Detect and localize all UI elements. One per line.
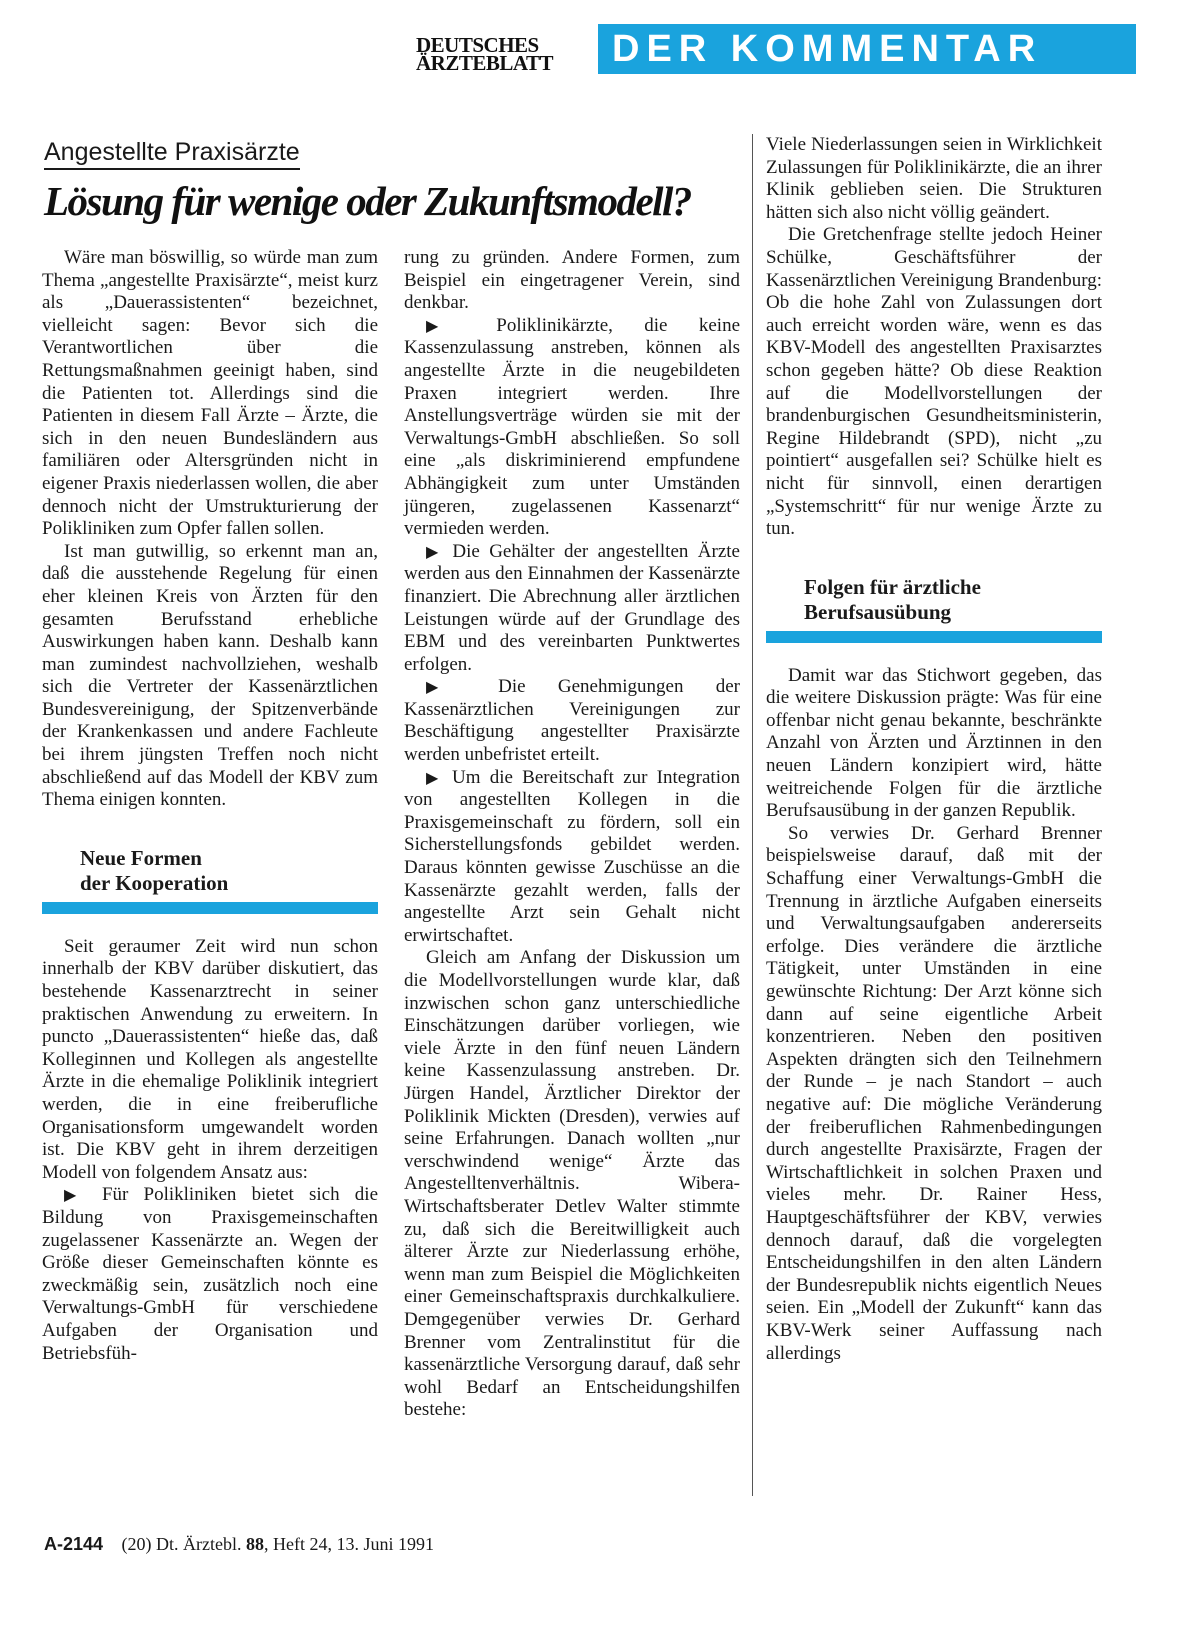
page-footer — [44, 1534, 434, 1555]
triangle-right-icon: ▶ — [64, 1185, 87, 1205]
page-number: A-2144 — [44, 1534, 104, 1554]
logo-line-1: DEUTSCHES — [416, 33, 539, 57]
subheading-neue-formen — [42, 846, 378, 896]
subheading-line: Neue Formen — [80, 845, 202, 870]
triangle-right-icon: ▶ — [426, 541, 443, 561]
bullet-text: Um die Bereitschaft zur Integration von angestellten Kollegen in die Praxisgemeinschaft zu fördern, soll ein Sicherstellungsfonds gebildet werden. Daraus könnten gewisse Zuschüsse an die Kassenärzte gezahlt werden, falls der angestellte Arzt sein Gehalt nicht erwirtschaftet. — [404, 766, 740, 946]
masthead — [416, 24, 1136, 74]
subheading-line: Berufsausübung — [804, 599, 952, 624]
subheading-folgen — [766, 575, 1102, 625]
triangle-right-icon: ▶ — [426, 767, 443, 787]
paragraph: Damit war das Stichwort gegeben, das die weitere Diskussion prägte: Was für eine offenbar nicht genau bekannte, beschränkte Anzahl von Ärzten und Ärztinnen in den neuen Ländern konzipiert wird, hätte weitreichende Folgen für die ärztliche Berufsausübung in der ganzen Republik. — [766, 664, 1102, 822]
section-banner: DER KOMMENTAR — [598, 24, 1136, 74]
bullet-paragraph — [404, 767, 740, 948]
triangle-right-icon: ▶ — [426, 315, 465, 335]
column-2 — [404, 247, 740, 1422]
bullet-text: Die Gehälter der angestellten Ärzte werden aus den Einnahmen der Kassenärzte finanziert. Die Abrechnung aller ärztlichen Leistungen würde auf der Grundlage des EBM und des vereinbarten Punktwertes erfolgen. — [404, 540, 740, 675]
column-divider — [752, 134, 753, 1496]
citation-suffix: , Heft 24, 13. Juni 1991 — [264, 1534, 435, 1554]
bullet-text: Für Polikliniken bietet sich die Bildung von Praxisgemeinschaften zugelassener Kassenärzte an. Wegen der Größe dieser Gemeinschaften könnte es zweckmäßig sein, zusätzlich noch eine Verwaltungs-GmbH für verschiedene Aufgaben der Organisation und Betriebsfüh- — [42, 1184, 378, 1364]
bullet-text: Die Genehmigungen der Kassenärztlichen Vereinigungen zur Beschäftigung angestellter Praxisärzte werden unbefristet erteilt. — [404, 676, 740, 766]
paragraph: Gleich am Anfang der Diskussion um die Modellvorstellungen wurde klar, daß inzwischen schon ganz unterschiedliche Einschätzungen darüber vorliegen, wie viele Ärzte in den fünf neuen Ländern keine Kassenzulassung anstreben. Dr. Jürgen Handel, Ärztlicher Direktor der Poliklinik Mickten (Dresden), verwies auf seine Erfahrungen. Danach wollten „nur verschwindend wenige“ Ärzte das Angestelltenverhältnis. Wibera-Wirtschaftsberater Detlev Walter stimmte zu, daß sich die Bereitwilligkeit auch älterer Ärzte zur Niederlassung erhöhe, wenn man zum Beispiel die Möglichkeiten einer Gemeinschaftspraxis durchkalkuliere. Demgegenüber verwies Dr. Gerhard Brenner vom Zentralinstitut für die kassenärztliche Versorgung darauf, daß sehr wohl Bedarf an Entscheidungshilfen bestehe: — [404, 947, 740, 1421]
bullet-text: Poliklinikärzte, die keine Kassenzulassung anstreben, können als angestellte Ärzte in die neugebildeten Praxen integriert werden. Ihre Anstellungsverträge würden sie mit der Verwaltungs-GmbH abschließen. So soll eine „als diskriminierend empfundene Abhängigkeit zum unter Umständen jüngeren, zugelassenen Kassenarzt“ vermieden werden. — [404, 314, 740, 540]
paragraph: So verwies Dr. Gerhard Brenner beispielsweise darauf, daß mit der Schaffung einer Verwaltungs-GmbH die Trennung in ärztliche Aufgaben einerseits und Verwaltungsaufgaben andererseits erfolge. Dies verändere die ärztliche Tätigkeit, unter Umständen in eine gewünschte Richtung: Der Arzt könne sich dann auf seine eigentliche Arbeit konzentrieren. Neben den positiven Aspekten drängten sich den Teilnehmern der Runde – je nach Standort – auch negative auf: Die mögliche Veränderung der freiberuflichen Rahmenbedingungen durch angestellte Praxisärzte, Fragen der Wirtschaftlichkeit in solchen Praxen und vieles mehr. Dr. Rainer Hess, Hauptgeschäftsführer der KBV, verwies dennoch darauf, daß die vorgelegten Entscheidungshilfen in den alten Ländern der Bundesrepublik nichts eigentlich Neues seien. Ein „Modell der Zukunft“ kann das KBV-Werk seiner Auffassung nach allerdings — [766, 822, 1102, 1364]
paragraph: Die Gretchenfrage stellte jedoch Heiner Schülke, Geschäftsführer der Kassenärztlichen Vereinigung Brandenburg: Ob die hohe Zahl von Zulassungen dort auch erreicht worden wäre, wenn es das KBV-Modell des angestellten Praxisarztes schon gegeben hätte? Ob diese Reaktion auf die Modellvorstellungen der brandenburgischen Gesundheitsministerin, Regine Hildebrandt (SPD), nicht „zu pointiert“ ausgefallen sei? Schülke hielt es nicht für sinnvoll, einen derartigen „Systemschritt“ für nur wenige Ärzte zu tun. — [766, 224, 1102, 540]
journal-logo — [416, 33, 596, 75]
column-1 — [42, 247, 378, 1365]
logo-line-2: ÄRZTEBLATT — [416, 51, 553, 75]
citation-volume: 88 — [246, 1534, 265, 1554]
triangle-right-icon: ▶ — [426, 677, 466, 697]
bullet-paragraph — [42, 1184, 378, 1365]
bullet-paragraph — [404, 541, 740, 677]
bullet-paragraph — [404, 676, 740, 766]
subheading-line: Folgen für ärztliche — [804, 574, 981, 599]
article-headline: Lösung für wenige oder Zukunftsmodell? — [44, 178, 691, 224]
paragraph: Ist man gutwillig, so erkennt man an, daß die ausstehende Regelung für einen eher kleinen Kreis von Ärzten für den gesamten Berufsstand erhebliche Auswirkungen haben kann. Deshalb kann man zumindest nachvollziehen, weshalb sich die Vertreter der Kassenärztlichen Bundesvereinigung, der Spitzenverbände der Krankenkassen und andere Fachleute bei ihrem jüngsten Treffen noch nicht abschließend auf das Modell der KBV zum Thema einigen konnten. — [42, 540, 378, 811]
subheading-line: der Kooperation — [80, 870, 229, 895]
paragraph: Seit geraumer Zeit wird nun schon innerhalb der KBV darüber diskutiert, das bestehende Kassenarztrecht in seiner praktischen Anwendung zu erweitern. In puncto „Dauerassistenten“ hieße das, daß Kolleginnen und Kollegen als angestellte Ärzte in die ehemalige Poliklinik integriert werden, die in eine freiberufliche Organisationsform umgewandelt worden ist. Die KBV geht in ihrem derzeitigen Modell von folgendem Ansatz aus: — [42, 935, 378, 1183]
citation-prefix: (20) Dt. Ärztebl. — [121, 1534, 242, 1554]
column-3 — [766, 134, 1102, 1365]
paragraph: Viele Niederlassungen seien in Wirklichkeit Zulassungen für Poliklinikärzte, die an ihrer Klinik geblieben seien. Die Strukturen hätten sich also nicht völlig geändert. — [766, 134, 1102, 223]
bullet-paragraph — [404, 315, 740, 541]
paragraph: Wäre man böswillig, so würde man zum Thema „angestellte Praxisärzte“, meist kurz als „Dauerassistenten“ bezeichnet, vielleicht sagen: Bevor sich die Verantwortlichen über die Rettungsmaßnahmen geeinigt haben, sind die Patienten tot. Allerdings sind die Patienten in diesem Fall Ärzte – Ärzte, die sich in den neuen Bundesländern aus familiären oder Altersgründen nicht in eigener Praxis niederlassen wollen, die aber dennoch nicht der Umstrukturierung der Polikliniken zum Opfer fallen sollen. — [42, 247, 378, 540]
subheading-accent-bar — [42, 902, 378, 914]
paragraph: rung zu gründen. Andere Formen, zum Beispiel ein eingetragener Verein, sind denkbar. — [404, 247, 740, 314]
article-kicker: Angestellte Praxisärzte — [44, 138, 300, 170]
subheading-accent-bar — [766, 631, 1102, 643]
